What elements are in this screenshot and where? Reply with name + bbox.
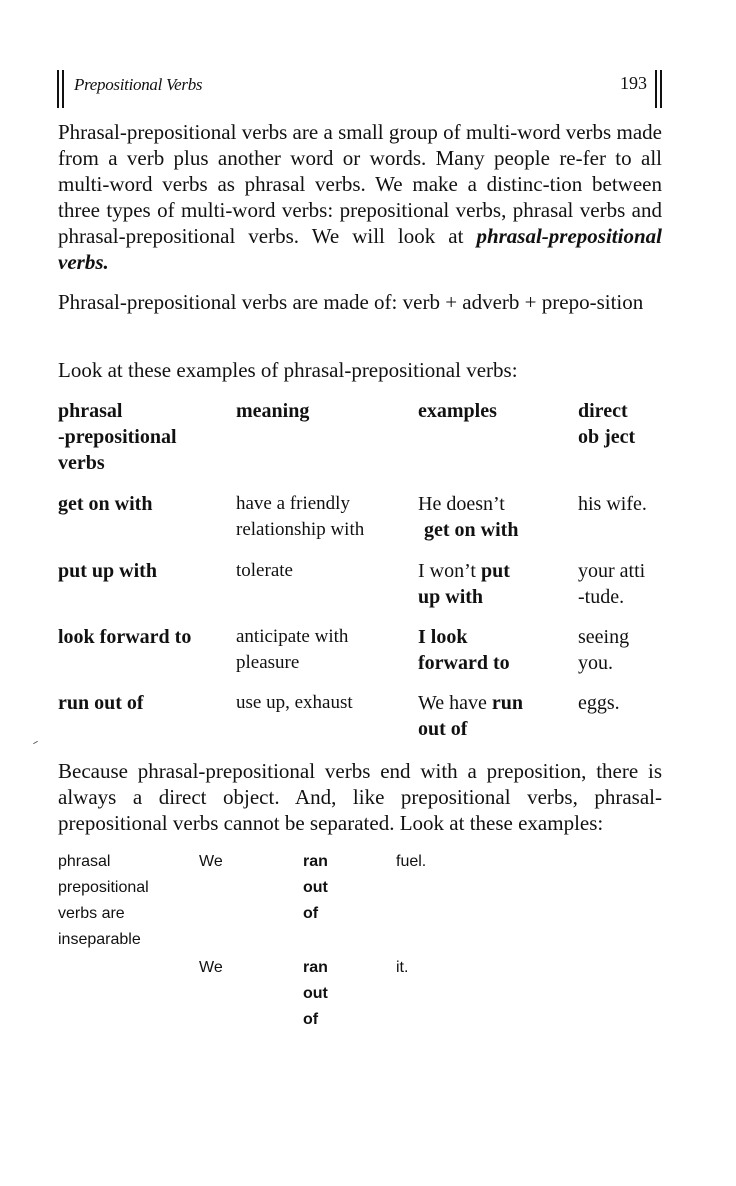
- header-right-bar-2: [660, 70, 662, 108]
- table-row-verb: get on with: [58, 493, 153, 515]
- table-header-direct-object: direct ob ject: [578, 400, 636, 448]
- table-row-object: your atti -tude.: [578, 560, 646, 608]
- table-row-verb: put up with: [58, 560, 157, 582]
- table-row-example: We have run out of: [418, 692, 524, 740]
- table-row-meaning: anticipate with pleasure: [236, 626, 349, 673]
- header-right-bar-1: [655, 70, 657, 108]
- running-header-title: Prepositional Verbs: [74, 75, 203, 94]
- table-header-meaning: meaning: [236, 400, 310, 422]
- table-row-meaning: tolerate: [236, 560, 293, 581]
- margin-mark: [33, 741, 38, 744]
- header-left-bar-1: [57, 70, 59, 108]
- inseparable-label: phrasal prepositional verbs are inseparable: [58, 853, 149, 948]
- header-left-bar-2: [62, 70, 64, 108]
- table-header-verbs: phrasal -prepositional verbs: [58, 400, 177, 474]
- table-row-object: his wife.: [578, 493, 647, 515]
- page-number: 193: [620, 73, 647, 93]
- intro-emphasis: phrasal-prepositional verbs.: [58, 224, 662, 274]
- example-2-subject: We: [199, 959, 223, 976]
- table-row-example: He doesn’t get on with: [418, 493, 519, 541]
- table-header-examples: examples: [418, 400, 497, 422]
- example-2-object: it.: [396, 959, 409, 976]
- table-row-meaning: use up, exhaust: [236, 692, 353, 713]
- examples-intro: Look at these examples of phrasal-prepositional verbs:: [58, 358, 518, 382]
- table-row-meaning: have a friendly relationship with: [236, 493, 365, 540]
- example-1-object: fuel.: [396, 853, 427, 870]
- table-row-verb: look forward to: [58, 626, 192, 648]
- intro-text: Phrasal-prepositional verbs are a small group of multi-word verbs made from a verb plus another word or words. Many people re-fer to all multi-word verbs as phrasal verbs. We make a distinc-tion between three types of multi-word verbs: prepositional verbs, phrasal verbs and phrasal-prepositional verbs. We will look at: [58, 120, 662, 248]
- because-paragraph: Because phrasal-prepositional verbs end with a preposition, there is always a direct object. And, like prepositional verbs, phrasal-prepositional verbs cannot be separated. Look at these examples:: [58, 759, 662, 835]
- table-row-object: seeing you.: [578, 626, 630, 674]
- table-row-example: I won’t put up with: [418, 560, 510, 608]
- example-1-verb: ran out of: [303, 853, 328, 922]
- table-row-verb: run out of: [58, 692, 144, 714]
- table-row-example: I look forward to: [418, 626, 510, 674]
- intro-paragraph: [58, 119, 662, 275]
- example-1-subject: We: [199, 853, 223, 870]
- example-2-verb: ran out of: [303, 959, 328, 1028]
- table-row-object: eggs.: [578, 692, 620, 714]
- structure-paragraph: Phrasal-prepositional verbs are made of: verb + adverb + prepo-sition: [58, 290, 644, 314]
